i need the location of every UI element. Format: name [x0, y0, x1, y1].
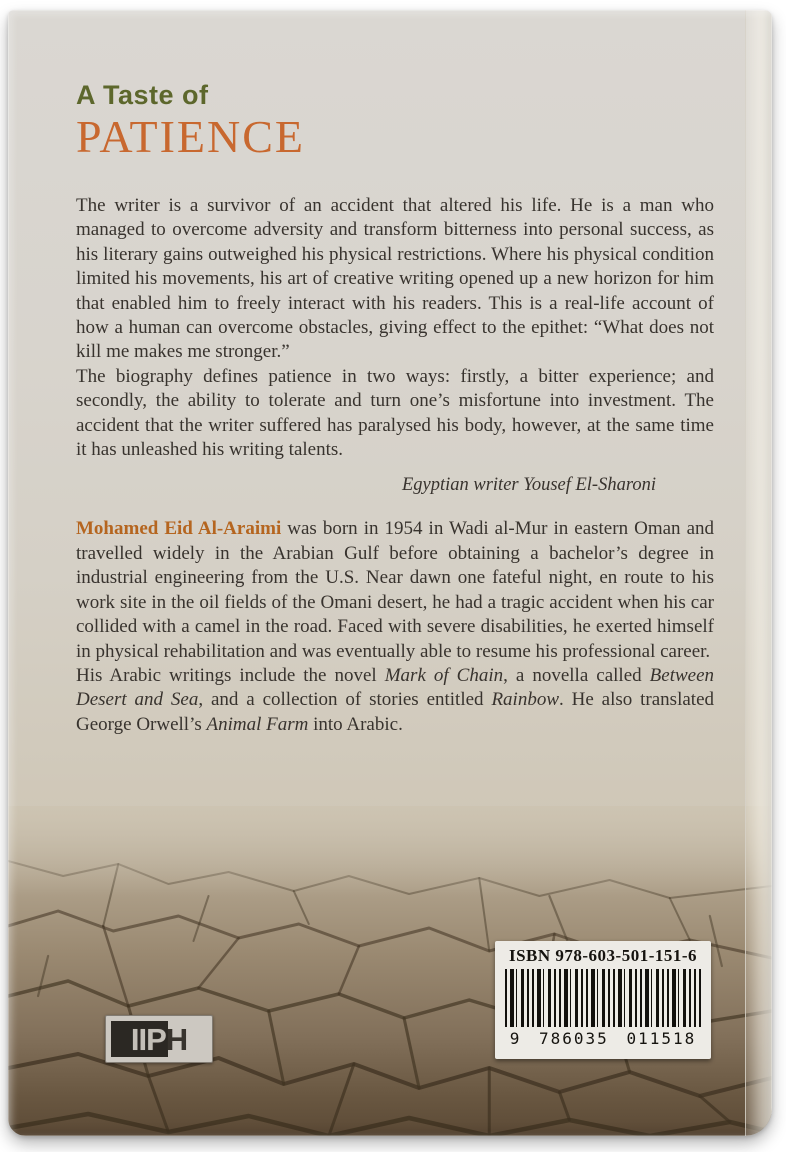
text-segment: Mohamed Eid Al-Araimi: [76, 518, 282, 540]
publisher-logo-iiph: [105, 1015, 213, 1063]
isbn-barcode-label: [495, 941, 711, 1059]
logo-letter: I: [130, 1021, 139, 1057]
synopsis-paragraph-1: The writer is a survivor of an accident that altered his life. He is a man who managed to overcome adversity and transform bitterness into personal success, as his literary gains outweighed his physical restrictions. Where his physical condition limited his movements, his art of creative writing opened up a new horizon for him that enabled him to freely interact with his readers. This is a real-life account of how a human can overcome obstacles, giving effect to the epithet: “What does not kill me makes me stronger.”: [76, 195, 714, 363]
logo-letter: I: [138, 1021, 147, 1057]
book-title: PATIENCE: [76, 111, 305, 162]
text-segment: into Arabic.: [308, 713, 403, 735]
title-block: [76, 80, 714, 162]
barcode: [505, 969, 701, 1027]
synopsis-paragraph-2: The biography defines patience in two ways: firstly, a bitter experience; and secondly, the ability to tolerate and turn one’s misfortune into investment. The accident that the writer suffered has paralysed his body, however, at the same time it has unleashed his writing talents.: [76, 365, 714, 461]
text-segment: Mark of Chain: [384, 664, 504, 686]
text-segment: His Arabic writings include the novel: [76, 664, 385, 686]
reviewer-attribution: Egyptian writer Yousef El-Sharoni: [401, 475, 656, 496]
text-segment: Rainbow: [491, 689, 559, 711]
book-subtitle: A Taste of: [76, 80, 209, 110]
barcode-digits: 9 786035 011518: [509, 1029, 697, 1048]
earth-fade-overlay: [8, 806, 772, 896]
text-segment: Between Desert and Sea: [76, 664, 715, 711]
author-bio-paragraph-1: [76, 517, 714, 663]
logo-letter: H: [165, 1021, 188, 1057]
book-back-cover: [8, 10, 772, 1136]
book-fore-edge: [745, 10, 772, 1136]
text-segment: was born in 1954 in Wadi al-Mur in eastern Oman and travelled widely in the Arabian Gulf before obtaining a bachelor’s degree in industrial engineering from the U.S. Near dawn one fateful night, en route to his work site in the oil fields of the Omani desert, he had a tragic accident when his car collided with a camel in the road. Faced with severe disabilities, he exerted himself in physical rehabilitation and was eventually able to resume his professional career.: [76, 518, 714, 662]
isbn-number: ISBN 978-603-501-151-6: [508, 946, 698, 965]
text-segment: , a novella called: [503, 664, 650, 686]
author-bio-paragraph-2: [76, 664, 714, 737]
publisher-logo-text: [106, 1016, 212, 1062]
text-segment: Animal Farm: [206, 713, 309, 735]
text-segment: , and a collection of stories entitled: [198, 689, 492, 711]
cover-text-column: [76, 80, 714, 737]
logo-letter: P: [146, 1021, 166, 1057]
text-segment: . He also translated George Orwell’s: [76, 689, 714, 735]
